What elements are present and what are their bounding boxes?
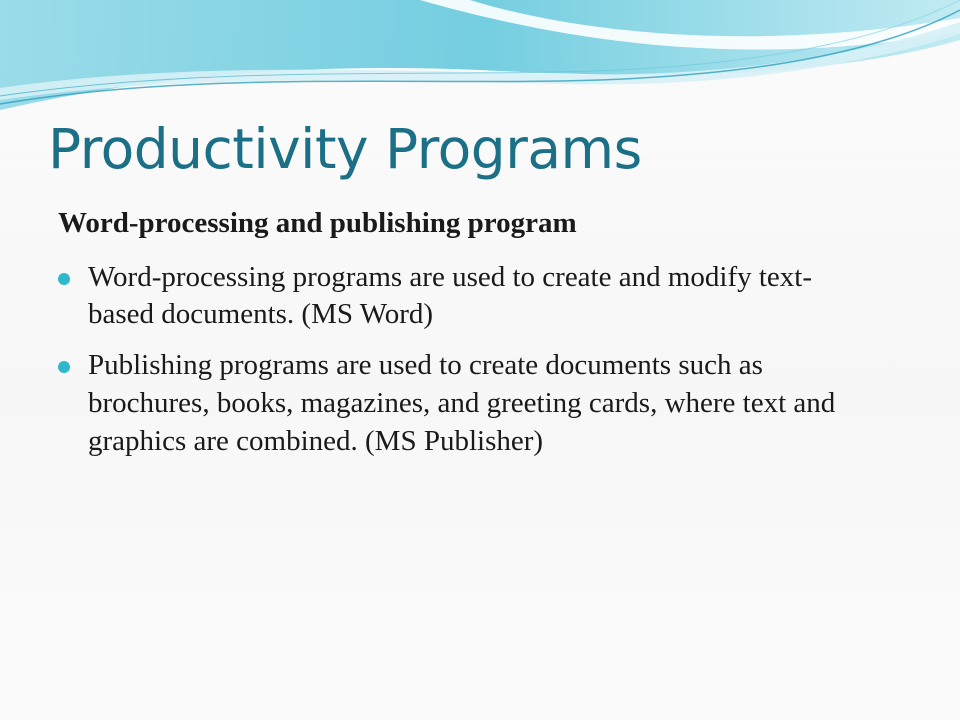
bullet-text: Word-processing programs are used to create and modify text-based documents. (MS Word) [88,260,813,331]
bullet-text: Publishing programs are used to create documents such as brochures, books, magazines, and greeting cards, where text and graphics are combined. (MS Publisher) [88,349,836,457]
bullet-dot-icon [58,361,70,373]
slide-title: Productivity Programs [48,117,642,181]
slide-subheading: Word-processing and publishing program [58,207,577,239]
bullet-item-word-processing [58,259,858,334]
decorative-wave-header [0,0,960,120]
bullet-list [58,259,858,460]
slide-content [58,206,858,473]
bullet-dot-icon [58,273,70,285]
bullet-item-publishing [58,347,858,460]
